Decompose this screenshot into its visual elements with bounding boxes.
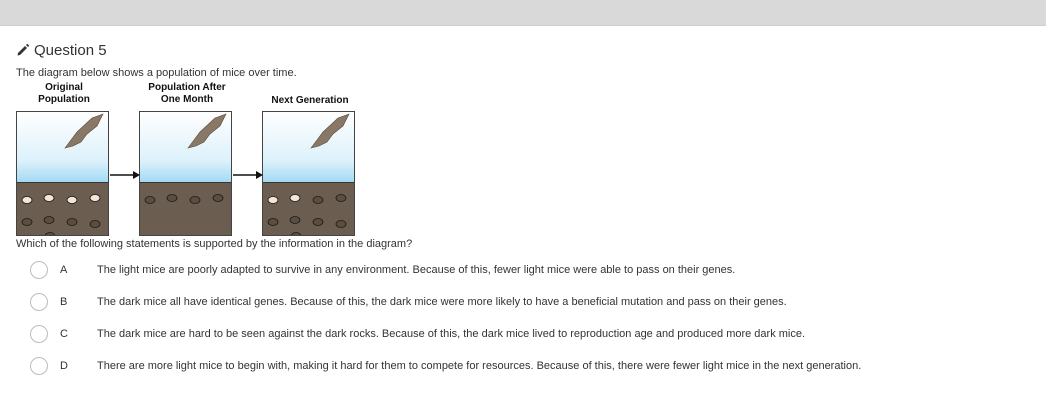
radio-icon[interactable]	[30, 357, 48, 375]
mouse-icon	[213, 195, 223, 202]
choice-letter: D	[60, 360, 68, 372]
mouse-icon	[290, 195, 300, 202]
mouse-icon	[44, 195, 54, 202]
question-header	[16, 41, 107, 59]
question-intro: The diagram below shows a population of mice over time.	[16, 67, 297, 79]
question-title: Question 5	[34, 41, 107, 59]
hawk-icon	[188, 114, 226, 148]
mouse-icon	[22, 197, 32, 204]
mouse-icon	[336, 195, 346, 202]
panel-original	[16, 111, 109, 236]
choice-text: The light mice are poorly adapted to survive in any environment. Because of this, fewer light mice were able to pass on their genes.	[97, 264, 736, 276]
question-prompt: Which of the following statements is supported by the information in the diagram?	[16, 238, 413, 250]
panel-label-original: Original Population	[38, 82, 90, 105]
pencil-icon	[16, 43, 30, 57]
mouse-icon	[22, 219, 32, 226]
answer-choice-c[interactable]	[30, 323, 1030, 345]
top-bar	[0, 0, 1046, 26]
radio-icon[interactable]	[30, 261, 48, 279]
hawk-icon	[311, 114, 349, 148]
mouse-icon	[190, 197, 200, 204]
arrow-right-icon	[233, 171, 263, 179]
mouse-icon	[167, 195, 177, 202]
choice-letter: C	[60, 328, 68, 340]
mouse-icon	[313, 197, 323, 204]
panel-next-generation	[262, 111, 355, 236]
choice-letter: A	[60, 264, 68, 276]
mouse-icon	[291, 233, 301, 237]
mouse-icon	[90, 221, 100, 228]
mouse-icon	[44, 217, 54, 224]
mouse-icon	[67, 219, 77, 226]
mouse-icon	[290, 217, 300, 224]
mouse-icon	[268, 197, 278, 204]
mouse-icon	[45, 233, 55, 237]
radio-icon[interactable]	[30, 325, 48, 343]
mouse-icon	[336, 221, 346, 228]
choice-text: The dark mice all have identical genes. Because of this, the dark mice were more likely to have a beneficial mutation and pass on their genes.	[97, 296, 787, 308]
mice-population-diagram	[16, 82, 361, 240]
choice-text: There are more light mice to begin with, making it hard for them to compete for resources. Because of this, there were fewer light mice in the next generation.	[97, 360, 862, 372]
arrow-right-icon	[110, 171, 140, 179]
mouse-icon	[313, 219, 323, 226]
choice-letter: B	[60, 296, 68, 308]
answer-choice-a[interactable]	[30, 259, 1030, 281]
mouse-icon	[145, 197, 155, 204]
answer-choice-b[interactable]	[30, 291, 1030, 313]
radio-icon[interactable]	[30, 293, 48, 311]
hawk-icon	[65, 114, 103, 148]
choice-text: The dark mice are hard to be seen against the dark rocks. Because of this, the dark mice lived to reproduction age and produced more dark mice.	[97, 328, 806, 340]
mouse-icon	[268, 219, 278, 226]
panel-label-next-generation: Next Generation	[271, 95, 349, 106]
mouse-icon	[67, 197, 77, 204]
panel-label-after-one-month: Population After One Month	[148, 82, 226, 105]
answer-choice-d[interactable]	[30, 355, 1030, 377]
panel-after-one-month	[139, 111, 232, 236]
mouse-icon	[90, 195, 100, 202]
